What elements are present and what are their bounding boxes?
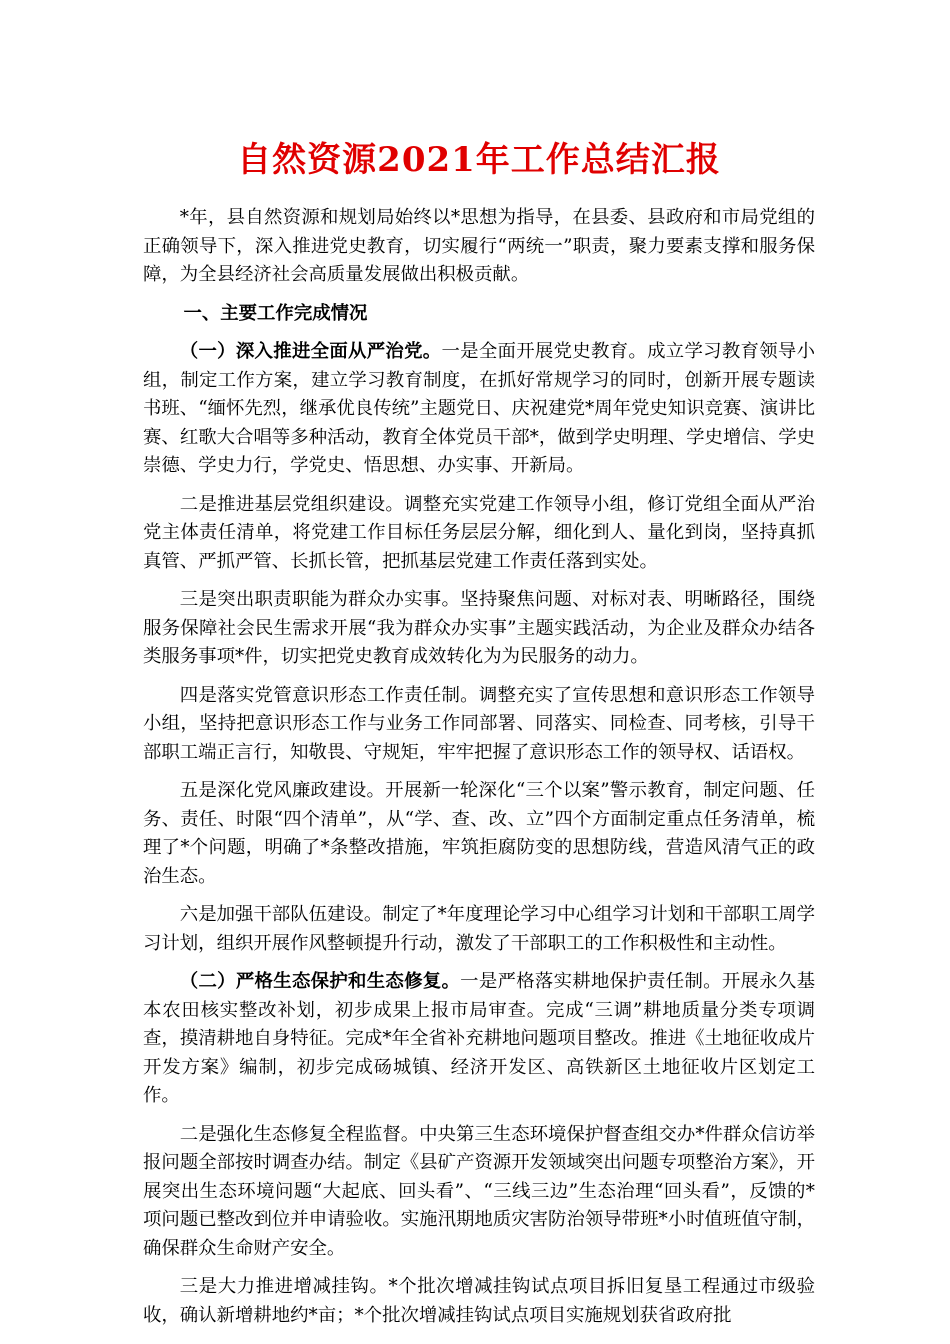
paragraph-ecological-protection	[143, 968, 815, 1111]
section-heading-main-work: 一、主要工作完成情况	[183, 302, 368, 324]
paragraph-serve-masses: 三是突出职责职能为群众办实事。坚持聚焦问题、对标对表、明晰路径，围绕服务保障社会民生需求开展“我为群众办实事”主题实践活动，为企业及群众办结各类服务事项*件，切实把党史教育成效转化为为民服务的动力。	[143, 589, 815, 667]
intro-paragraph: *年，县自然资源和规划局始终以*思想为指导，在县委、县政府和市局党组的正确领导下，深入推进党史教育，切实履行“两统一”职责，聚力要素支撑和服务保障，为全县经济社会高质量发展做出积极贡献。	[143, 207, 815, 285]
subsection-heading-party-governance: （一）深入推进全面从严治党。	[179, 341, 442, 362]
paragraph-party-governance-body: 一是全面开展党史教育。成立学习教育领导小组，制定工作方案，建立学习教育制度，在抓好常规学习的同时，创新开展专题读书班、“缅怀先烈，继承优良传统”主题党日、庆祝建党*周年党史知识竞赛、演讲比赛、红歌大合唱等多种活动，教育全体党员干部*，做到学史明理、学史增信、学史崇德、学史力行，学党史、悟思想、办实事、开新局。	[143, 341, 815, 476]
paragraph-land-linkage: 三是大力推进增减挂钩。*个批次增减挂钩试点项目拆旧复垦工程通过市级验收，确认新增耕地约*亩；*个批次增减挂钩试点项目实施规划获省政府批	[143, 1276, 815, 1326]
paragraph-ideology-responsibility: 四是落实党管意识形态工作责任制。调整充实了宣传思想和意识形态工作领导小组，坚持把意识形态工作与业务工作同部署、同落实、同检查、同考核，引导干部职工端正言行，知敬畏、守规矩，牢牢把握了意识形态工作的领导权、话语权。	[143, 684, 815, 763]
subsection-heading-ecological-protection: （二）严格生态保护和生态修复。	[179, 971, 461, 992]
document-title: 自然资源2021年工作总结汇报	[237, 140, 721, 180]
paragraph-ecological-protection-body: 一是严格落实耕地保护责任制。开展永久基本农田核实整改补划，初步成果上报市局审查。完成“三调”耕地质量分类专项调查，摸清耕地自身特征。完成*年全省补充耕地问题项目整改。推进《土地征收成片开发方案》编制，初步完成砀城镇、经济开发区、高铁新区土地征收片区划定工作。	[143, 971, 815, 1106]
paragraph-cadre-team: 六是加强干部队伍建设。制定了*年度理论学习中心组学习计划和干部职工周学习计划，组织开展作风整顿提升行动，激发了干部职工的工作积极性和主动性。	[143, 904, 815, 954]
paragraph-grassroots-party: 二是推进基层党组织建设。调整充实党建工作领导小组，修订党组全面从严治党主体责任清单，将党建工作目标任务层层分解，细化到人、量化到岗，坚持真抓真管、严抓严管、长抓长管，把抓基层党建工作责任落到实处。	[143, 493, 815, 572]
paragraph-clean-governance: 五是深化党风廉政建设。开展新一轮深化“三个以案”警示教育，制定问题、任务、责任、时限“四个清单”，从“学、查、改、立”四个方面制定重点任务清单，梳理了*个问题，明确了*条整改措施，牢筑拒腐防变的思想防线，营造风清气正的政治生态。	[143, 780, 815, 887]
paragraph-ecological-restoration: 二是强化生态修复全程监督。中央第三生态环境保护督查组交办*件群众信访举报问题全部按时调查办结。制定《县矿产资源开发领域突出问题专项整治方案》，开展突出生态环境问题“大起底、回头看”、“三线三边”生态治理“回头看”，反馈的*项问题已整改到位并申请验收。实施汛期地质灾害防治领导带班*小时值班值守制，确保群众生命财产安全。	[143, 1123, 815, 1259]
paragraph-party-governance	[143, 338, 815, 481]
